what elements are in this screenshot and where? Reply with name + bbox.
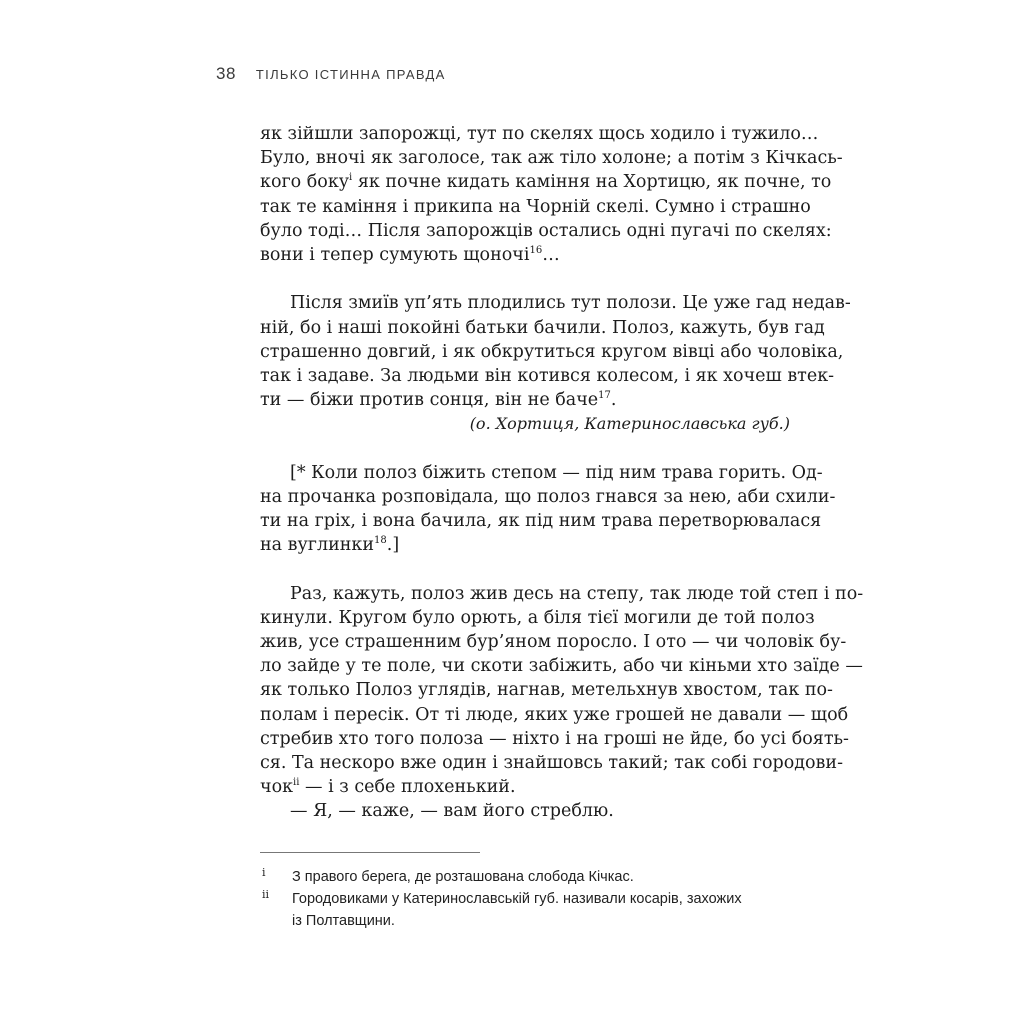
dialogue-line: — Я, — каже, — вам його стреблю. bbox=[290, 801, 614, 822]
text-line: Було, вночі як заголосе, так аж тіло холоне; а потім з Кічкась- bbox=[260, 148, 843, 169]
footnote-text-continued: із Полтавщини. bbox=[292, 913, 395, 929]
text-line: як только Полоз углядів, нагнав, метельхнув хвостом, так по- bbox=[260, 680, 833, 701]
footnote-divider bbox=[260, 852, 480, 853]
text-line: страшенно довгий, і як обкрутиться кругом вівці або чоловіка, bbox=[260, 341, 844, 362]
note-ref: 18 bbox=[374, 535, 387, 547]
text-line: вони і тепер сумують щоночі$^{16}$… bbox=[260, 244, 560, 265]
text-line: стребив хто того полоза — ніхто і на гроші не йде, бо усі боять- bbox=[260, 728, 849, 749]
page-number: 38 bbox=[216, 64, 236, 83]
text-line: на прочанка розповідала, що полоз гнався за нею, аби схили- bbox=[260, 486, 836, 507]
paragraph-2 bbox=[260, 291, 851, 436]
text-line: ся. Та нескоро вже один і знайшовсь такий; так собі городови- bbox=[260, 752, 843, 773]
text-line: кого боку$^i$ як почне кидать каміння на Хортицю, як почне, то bbox=[260, 172, 832, 193]
running-title: ТІЛЬКО ІСТИННА ПРАВДА bbox=[255, 67, 446, 82]
text-line: на вуглинки$^{18}$.] bbox=[260, 535, 400, 556]
paragraph-3 bbox=[260, 461, 836, 558]
text-line: Після змиїв уп’ять плодились тут полози. Це уже гад недав- bbox=[290, 293, 851, 314]
footnote-ref: ii bbox=[293, 777, 300, 789]
text-line: [* Коли полоз біжить степом — під ним трава горить. Од- bbox=[290, 462, 823, 483]
source-attribution: (о. Хортиця, Катеринославська губ.) bbox=[469, 414, 790, 434]
note-ref: 17 bbox=[598, 390, 611, 402]
text-line: так те каміння і прикипа на Чорній скелі. Сумно і страшно bbox=[260, 196, 811, 217]
text-line: жив, усе страшенним бур’яном поросло. І ото — чи чоловік бу- bbox=[260, 631, 847, 652]
note-ref: 16 bbox=[529, 244, 543, 256]
text-line: чок$^{ii}$ — і з себе плохенький. bbox=[260, 777, 516, 798]
text-line: полам і пересік. От ті люде, яких уже грошей не давали — щоб bbox=[260, 704, 849, 725]
footnote bbox=[260, 866, 790, 888]
footnote-text: З правого берега, де розташована слобода Кічкас. bbox=[292, 869, 634, 885]
main-text bbox=[260, 122, 864, 823]
footnotes bbox=[260, 866, 790, 932]
text-line: так і задаве. За людьми він котився колесом, і як хочеш втек- bbox=[260, 365, 835, 386]
text-line: як зійшли запорожці, тут по скелях щось ходило і тужило… bbox=[260, 124, 819, 144]
text-line: ній, бо і наші покойні батьки бачили. Полоз, кажуть, був гад bbox=[260, 317, 825, 338]
footnote bbox=[260, 888, 790, 932]
running-head bbox=[216, 64, 446, 84]
footnote-ref: i bbox=[349, 172, 353, 184]
paragraph-4 bbox=[260, 582, 864, 800]
text-line: ти — біжи против сонця, він не баче$^{17}$. bbox=[260, 390, 617, 411]
footnote-mark: ii bbox=[262, 888, 270, 901]
text-line: ло зайде у те поле, чи скоти забіжить, або чи кіньми хто заїде — bbox=[260, 656, 863, 677]
text-line: Раз, кажуть, полоз жив десь на степу, так люде той степ і по- bbox=[290, 583, 864, 604]
paragraph-1 bbox=[260, 122, 843, 267]
text-line: ти на гріх, і вона бачила, як під ним трава перетворювалася bbox=[260, 511, 822, 531]
footnote-text: Городовиками у Катеринославській губ. називали косарів, захожих bbox=[292, 891, 742, 907]
text-line: було тоді… Після запорожців остались одні пугачі по скелях: bbox=[260, 220, 832, 241]
text-line: кинули. Кругом було орють, а біля тієї могили де той полоз bbox=[260, 607, 815, 628]
footnote-mark: i bbox=[262, 866, 266, 879]
